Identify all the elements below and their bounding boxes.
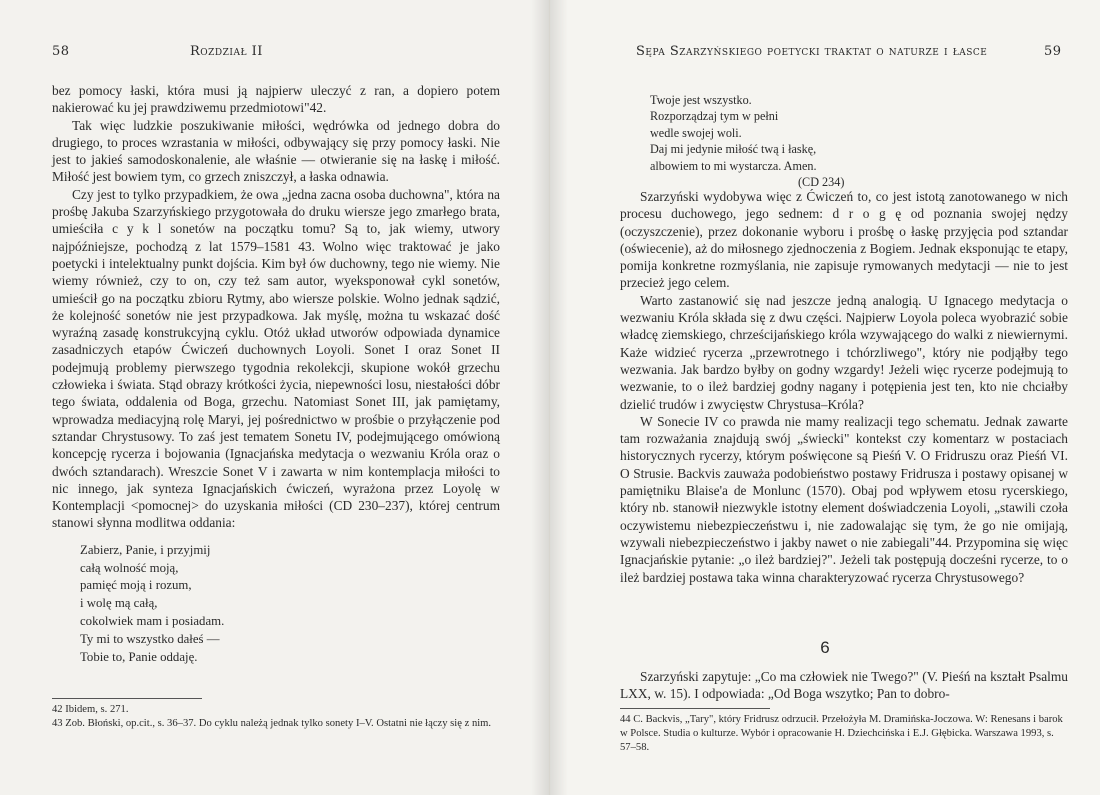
poem-line: Ty mi to wszystko dałeś — bbox=[80, 631, 220, 646]
paragraph: Tak więc ludzkie poszukiwanie miłości, wędrówka od jednego dobra do drugiego, to proces wzrastania w miłości, odbywający się przy pomocy łaski. Nie jest to jakieś samodoskonalenie, ale właśnie — otwieranie się na łaskę i miłość. Miłość jest bowiem tym, co grzech zniszczył, a łaska odnawia. bbox=[52, 117, 500, 185]
paragraph: bez pomocy łaski, która musi ją najpierw uleczyć z ran, a dopiero potem nakierować ku jej prawdziwemu przedmiotowi"42. bbox=[52, 83, 500, 116]
poem-line: Zabierz, Panie, i przyjmij bbox=[80, 542, 211, 557]
left-body bbox=[52, 82, 500, 674]
paragraph: W Sonecie IV co prawda nie mamy realizacji tego schematu. Jednak zawarte tam rozważania znajdują swój „świecki" kontekst czy komentarz w postaciach historycznych rycerzy, którym poświęcone są Pieśń V. O Fridruszu oraz Pieśń VI. O Strusie. Backvis zauważa podobieństwo postawy Fridrusza i postawy opisanej w pamiętniku Blaise'a de Monlunc (1570). Obaj pod wpływem etosu rycerskiego, który nb. stanowił niezwykle istotny element doświadczenia Loyoli, „stawili czoła oczywistemu niebezpieczeństwu i, nie zadowalając się tym, że go nie omijają, wzywali niebezpieczeństwo i jakby nawet o nie zabiegali"44. Przypomina się więc Ignacjańskie pytanie: „o ileż bardziej?". Jeżeli tak postępują docześni rycerze, to o ileż bardziej postawa taka winna charakteryzować rycerza Chrystusowego? bbox=[620, 413, 1068, 585]
poem-line: całą wolność moją, bbox=[80, 560, 179, 575]
paragraph: Szarzyński zapytuje: „Co ma człowiek nie Twego?" (V. Pieśń na kształt Psalmu LXX, w. 15). I odpowiada: „Od Boga wszytko; Pan to dobro- bbox=[620, 669, 1068, 702]
right-final-text bbox=[620, 668, 1068, 703]
paragraph: Warto zastanowić się nad jeszcze jedną analogią. U Ignacego medytacja o wezwaniu Króla składa się z dwu części. Najpierw Loyola poleca wyobrazić sobie władcę ziemskiego, chrześcijańskiego króla wzywającego do walki z niewiernymi. Każe widzieć rycerza „przewrotnego i tchórzliwego", który nie podjąłby tego wezwania. Jak bardzo byłby on godny wzgardy! Jeżeli więc rycerze podejmują to wezwanie, to o ileż bardziej godny nagany i potępienia jest ten, kto nie chciałby dzielić trudów i zwycięstw Chrystusa–Króla? bbox=[620, 292, 1068, 412]
right-footnotes bbox=[620, 708, 1068, 754]
running-head: Sępa Szarzyńskiego poetycki traktat o naturze i łasce bbox=[636, 44, 988, 59]
quote-reference: (CD 234) bbox=[798, 175, 845, 190]
footnote-rule bbox=[52, 698, 202, 699]
page-number: 58 bbox=[52, 44, 70, 59]
quote-line: Twoje jest wszystko. bbox=[650, 93, 752, 107]
poem-line: Tobie to, Panie oddaję. bbox=[80, 649, 198, 664]
gutter-shadow bbox=[550, 0, 568, 795]
poem-line: i wolę mą całą, bbox=[80, 596, 158, 611]
paragraph: Czy jest to tylko przypadkiem, że owa „jedna zacna osoba duchowna", która na prośbę Jakuba Szarzyńskiego przygotowała do druku wiersze jego zmarłego brata, umieściła c y k l sonetów na początku tomu? Są to, jak wiemy, utwory najpóźniejsze, pochodzą z lat 1579–1581 43. Wolno więc traktować je jako poetycki i intelektualny punkt dojścia. Kim był ów duchowny, tego nie wiemy. Nie wiemy również, czy to on, czy też sam autor, wyeksponował cykl sonetów, umieścił go na początku zbioru Rytmy, abo wiersze polskie. Wolno jednak sądzić, że kolejność sonetów nie jest przypadkowa. Jak myślę, można tu wskazać dość wyraźną zasadę konstrukcyjną cyklu. Otóż układ utworów odpowiada dynamice zasadniczych etapów Ćwiczeń duchownych Loyoli. Sonet I oraz Sonet II podejmują problemy pierwszego tygodnia rekolekcji, skupione wokół grzechu człowieka i świata. Stąd obrazy krótkości życia, niepewności losu, niestałości dóbr tego świata, oddalenia od Boga, grzechu. Natomiast Sonet III, jak pamiętamy, wprowadza mediacyjną rolę Maryi, jej pośrednictwo w prośbie o przyłączenie pod sztandar Chrystusowy. To zaś jest tematem Sonetu IV, podejmującego omówioną koncepcję rycerza i bojowania (Ignacjańska medytacja o wezwaniu Króla oraz o dwóch sztandarach). Wreszcie Sonet V i zawarta w nim kontemplacja miłości to nic innego, jak synteza Ignacjańskich ćwiczeń, wyrażona przez Loyolę w Kontemplacji <pomocnej> do uzyskania miłości (CD 230–237), której centrum stanowi słynna modlitwa oddania: bbox=[52, 186, 500, 531]
quote-line: Rozporządzaj tym w pełni bbox=[650, 109, 779, 124]
quote-line: albowiem to mi wystarcza. Amen. bbox=[650, 158, 817, 173]
footnote-rule bbox=[620, 708, 770, 709]
quote-line: Daj mi jedynie miłość twą i łaskę, bbox=[650, 142, 817, 157]
gutter-shadow bbox=[531, 0, 549, 795]
running-head: Rozdział II bbox=[190, 44, 263, 59]
paragraph: Szarzyński wydobywa więc z Ćwiczeń to, co jest istotą zanotowanego w nich procesu duchowego, jego sednem: d r o g ę od poznania swojej nędzy (oczyszczenie), przez dokonanie wyboru i prośbę o łaskę przyjęcia pod sztandar (oświecenie), aż do miłosnego zjednoczenia z Bogiem. Jednak eksponując te etapy, pomija konkretne rozmyślania, nie zapisuje rymowanych medytacji — nie to jest przecież jego celem. bbox=[620, 189, 1068, 291]
footnote: 43 Zob. Błoński, op.cit., s. 36–37. Do cyklu należą jednak tylko sonety I–V. Ostatni nie łączy się z nim. bbox=[52, 717, 492, 729]
poem bbox=[80, 542, 500, 667]
right-page bbox=[550, 0, 1100, 795]
footnote: 44 C. Backvis, „Tary", który Fridrusz odrzucił. Przełożyła M. Dramińska-Joczowa. W: Renesans i barok w Polsce. Studia o kulturze. Wybór i opracowanie H. Dziechcińska i E.J. Głębicka. Warszawa 1993, s. 57–58. bbox=[620, 714, 1063, 753]
quote-block bbox=[650, 92, 1010, 190]
right-body bbox=[620, 188, 1068, 586]
quote-line: wedle swojej woli. bbox=[650, 125, 742, 140]
poem-line: pamięć moją i rozum, bbox=[80, 578, 192, 593]
section-number: 6 bbox=[820, 638, 830, 657]
left-footnotes bbox=[52, 698, 500, 731]
page-number: 59 bbox=[1044, 44, 1062, 59]
poem-line: cokolwiek mam i posiadam. bbox=[80, 613, 225, 628]
footnote: 42 Ibidem, s. 271. bbox=[52, 704, 129, 715]
